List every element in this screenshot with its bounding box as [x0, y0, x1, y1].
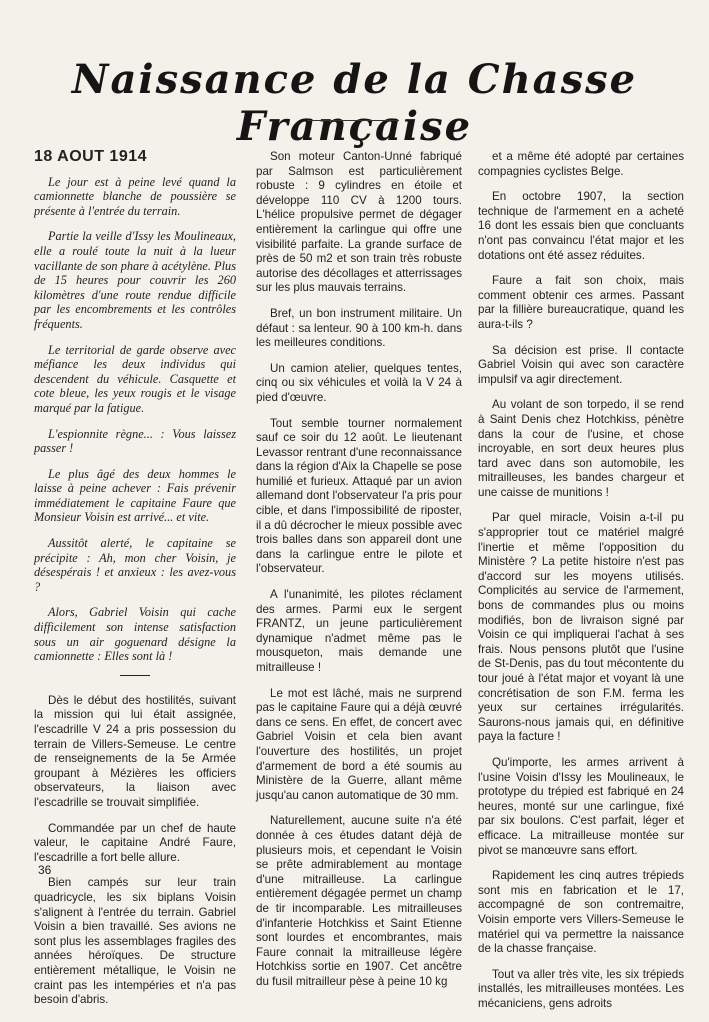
intro-paragraph: Aussitôt alerté, le capitaine se précipite : Ah, mon cher Voisin, je désespérais ! et anxieux : les avez-vous ?	[34, 536, 236, 594]
body-paragraph: Par quel miracle, Voisin a-t-il pu s'approprier tout ce matériel malgré l'inertie et même l'opposition du Ministère ? La petite histoire n'est pas d'accord sur les moyens utilisés. Complicités au service de l'armement, bons de commandes plus ou moins modifiés, bon de livraison signé par Voisin ce qui impliquerai l'achat à ses frais. Nous pensons plutôt que l'usine de St-Denis, pas du tout mécontente du tour joué à l'état major et voyant là une concrétisation de son F.M. ferma les yeux sur certaines irrégularités. Saurons-nous jamais qui, en définitive paya la facture !	[478, 511, 684, 744]
body-paragraph: et a même été adopté par certaines compagnies cyclistes Belge.	[478, 150, 684, 178]
section-separator	[120, 675, 150, 676]
body-paragraph: Faure a fait son choix, mais comment obtenir ces armes. Passant par la fillière bureaucratique, quand les aura-t-ils ?	[478, 274, 684, 331]
intro-paragraph: Le jour est à peine levé quand la camionnette blanche de poussière se présente à l'entrée du terrain.	[34, 174, 236, 218]
intro-paragraph: L'espionnite règne... : Vous laissez passer !	[34, 426, 236, 456]
body-paragraph: Commandée par un chef de haute valeur, le capitaine André Faure, l'escadrille a fort belle allure.	[34, 821, 236, 864]
date-heading: 18 AOUT 1914	[34, 148, 148, 165]
body-paragraph: A l'unanimité, les pilotes réclament des armes. Parmi eux le sergent FRANTZ, un jeune particulièrement dynamique n'admet même pas le mousqueton, mais demande une mitrailleuse !	[256, 588, 462, 674]
intro-paragraph: Le territorial de garde observe avec méfiance les deux individus qui descendent du véhicule. Casquette et cote bleue, les yeux rougis et le visage marqué par la fatigue.	[34, 342, 236, 415]
body-paragraph: Naturellement, aucune suite n'a été donnée à ces études datant déjà de plusieurs mois, et cependant le Voisin se prête admirablement au montage d'une mitrailleuse. La carlingue entièrement dégagée permet un champ de tir incomparable. Les mitrailleuses d'infanterie Hotchkiss et Saint Etienne sont lourdes et encombrantes, mais Faure connait la mitrailleuse légère Hotchkiss sortie en 1907. Cet ancêtre du fusil mitrailleur pèse à peine 10 kg	[256, 814, 462, 988]
intro-paragraph: Alors, Gabriel Voisin qui cache difficilement son intense satisfaction sous un air goguenard désigne la camionnette : Elles sont là !	[34, 605, 236, 664]
page-title: Naissance de la Chasse Française	[71, 56, 638, 150]
body-paragraph: Qu'importe, les armes arrivent à l'usine Voisin d'Issy les Moulineaux, le prototype du trépied est fabriqué en 24 heures, monté sur une carlingue, fixé par six boulons. C'est parfait, léger et efficace. La mitrailleuse montée sur pivot se manœuvre sans effort.	[478, 755, 684, 857]
body-paragraph: Sa décision est prise. Il contacte Gabriel Voisin qui avec son caractère impulsif va agir directement.	[478, 343, 684, 386]
page-number: 36	[38, 863, 52, 877]
body-paragraph: Bien campés sur leur train quadricycle, les six biplans Voisin s'alignent à l'entrée du terrain. Gabriel Voisin a bien travaillé. Ses avions ne sont plus les assemblages fragiles des années héroïques. De structure entièrement métallique, le Voisin ne craint pas les intempéries et n'a pas besoin d'abris.	[34, 876, 236, 1007]
body-paragraph: Tout semble tourner normalement sauf ce soir du 12 août. Le lieutenant Levassor rentrant d'une reconnaissance dans la région d'Aix la Chapelle se pose humilié et furieux. Attaqué par un avion allemand dont l'observateur l'a pris pour cible, et dans l'impossibilité de riposter, il a dû décrocher le mieux possible avec trois balles dans son appareil dont une dans la carlingue entre le pilote et l'observateur.	[256, 416, 462, 576]
body-paragraph: Tout va aller très vite, les six trépieds installés, les mitrailleuses montées. Les mécaniciens, gens adroits	[478, 967, 684, 1010]
body-paragraph: Au volant de son torpedo, il se rend à Saint Denis chez Hotchkiss, pénètre dans la cour de l'usine, et chose incroyable, en sort deux heures plus tard avec dans son automobile, les mitrailleuses, les bandes chargeur et une caisse de munitions !	[478, 398, 684, 499]
body-paragraph: Le mot est lâché, mais ne surprend pas le capitaine Faure qui a déjà œuvré dans ce sens. En effet, de concert avec Gabriel Voisin et cela bien avant l'ouverture des hostilités, un projet d'armement de bord a été soumis au Ministère de la Guerre, allant même jusqu'au canon automatique de 30 mm.	[256, 686, 462, 802]
body-paragraph: En octobre 1907, la section technique de l'armement en a acheté 16 dont les essais bien que concluants n'ont pas convaincu l'état major et les dotations ont été assez réduites.	[478, 190, 684, 262]
column-3	[478, 150, 684, 1022]
body-paragraph: Rapidement les cinq autres trépieds sont mis en fabrication et le 17, accompagné de son contremaitre, Voisin emporte vers Villers-Semeuse le matériel qui va permettre la naissance de la chasse française.	[478, 869, 684, 956]
body-paragraph: Son moteur Canton-Unné fabriqué par Salmson est particulièrement robuste : 9 cylindres en étoile et développe 110 CV à 1200 tours. L'hélice propulsive permet de dégager entièrement la carlingue qui offre une visibilité parfaite. La grande surface de près de 50 m2 et son train très robuste autorise des décollages et atterrissages sur les plus mauvais terrains.	[256, 150, 462, 295]
column-2	[256, 150, 462, 1000]
intro-paragraph: Le plus âgé des deux hommes le laisse à peine achever : Fais prévenir immédiatement le capitaine Faure que Monsieur Voisin est arrivé... et vite.	[34, 466, 236, 525]
body-paragraph: Bref, un bon instrument militaire. Un défaut : sa lenteur. 90 à 100 km-h. dans les meilleures conditions.	[256, 306, 462, 350]
intro-paragraph: Partie la veille d'Issy les Moulineaux, elle a roulé toute la nuit à la lueur vacillante de son phare à acétylène. Plus de 15 heures pour couvrir les 260 kilomètres d'une route rendue difficile par les encombrements et les contrôles fréquents.	[34, 229, 236, 331]
body-paragraph: Un camion atelier, quelques tentes, cinq ou six véhicules et voilà la V 24 à pied d'œuvre.	[256, 361, 462, 404]
title-divider	[307, 120, 399, 121]
column-1	[34, 150, 236, 1019]
body-paragraph: Dès le début des hostilités, suivant la mission qui lui était assignée, l'escadrille V 24 a pris possession du terrain de Villers-Semeuse. Le centre de renseignements de la 5e Armée groupant à Mézières les officiers observateurs, la liaison avec l'escadrille se trouvait simplifiée.	[34, 693, 236, 809]
